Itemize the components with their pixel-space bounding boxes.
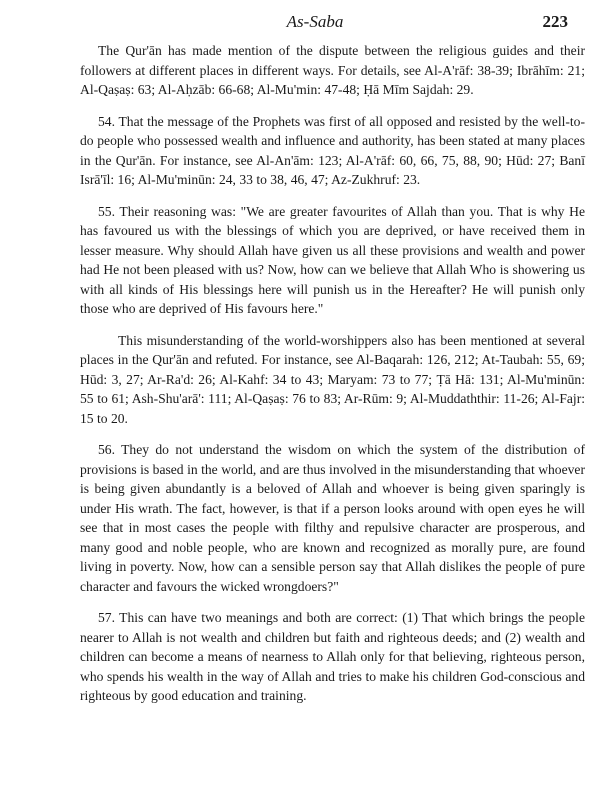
running-header <box>62 12 568 36</box>
paragraph-dispute-note: The Qur'ān has made mention of the dispute between the religious guides and their followers at different places in different ways. For details, see Al-A'rāf: 38-39; Ibrāhīm: 21; Al-Qaṣaṣ: 63; Al-Aḥzāb: 66-68; Al-Mu'min: 47-48; Ḥā Mīm Sajdah: 29. <box>80 43 585 97</box>
body-text <box>80 41 585 718</box>
paragraph-note-56: 56. They do not understand the wisdom on which the system of the distribution of provisions is based in the world, and are thus involved in the misunderstanding that whoever is being given abundantly is a beloved of Allah and whoever is being given sparingly is under His wrath. The fact, however, is that if a person looks around with open eyes he will see that in most cases the people with filthy and repulsive character are prosperous, and many good and noble people, who are known and recognized as morally pure, are found living in poverty. Now, how can a sensible person say that Allah dislikes the people of pure character and favours the wicked wrongdoers?" <box>80 442 585 594</box>
paragraph-note-55: 55. Their reasoning was: "We are greater favourites of Allah than you. That is why He has favoured us with the blessings of which you are deprived, or have received them in lesser measure. Why should Allah have given us all these provisions and wealth and power had He not been pleased with us? Now, how can we believe that Allah Who is showering us with all kinds of His blessings here will punish us in the Hereafter? He will punish only those who are deprived of His favours here." <box>80 203 585 316</box>
paragraph-note-57: 57. This can have two meanings and both are correct: (1) That which brings the people nearer to Allah is not wealth and children but faith and righteous deeds; and (2) wealth and children can become a means of nearness to Allah only for that believing, righteous person, who spends his wealth in the way of Allah and tries to make his children God-conscious and righteous by good education and training. <box>80 610 585 703</box>
page-number: 223 <box>542 12 568 31</box>
paragraph-misunderstanding: This misunderstanding of the world-worshippers also has been mentioned at several places in the Qur'ān and refuted. For instance, see Al-Baqarah: 126, 212; At-Taubah: 55, 69; Hūd: 3, 27; Ar-Ra'd: 26; Al-Kahf: 34 to 43; Maryam: 73 to 77; Ṭā Hā: 131; Al-Mu'minūn: 55 to 61; Ash-Shu'arā': 111; Al-Qaṣaṣ: 76 to 83; Ar-Rūm: 9; Al-Muddaththir: 11-26; Al-Fajr: 15 to 20. <box>80 332 585 426</box>
running-title: As-Saba <box>286 12 344 31</box>
paragraph-note-54: 54. That the message of the Prophets was first of all opposed and resisted by the well-to-do people who possessed wealth and influence and authority, has been stated at many places in the Qur'ān. For instance, see Al-An'ām: 123; Al-A'rāf: 60, 66, 75, 88, 90; Hūd: 27; Banī Isrā'īl: 16; Al-Mu'minūn: 24, 33 to 38, 46, 47; Az-Zukhruf: 23. <box>80 113 585 187</box>
